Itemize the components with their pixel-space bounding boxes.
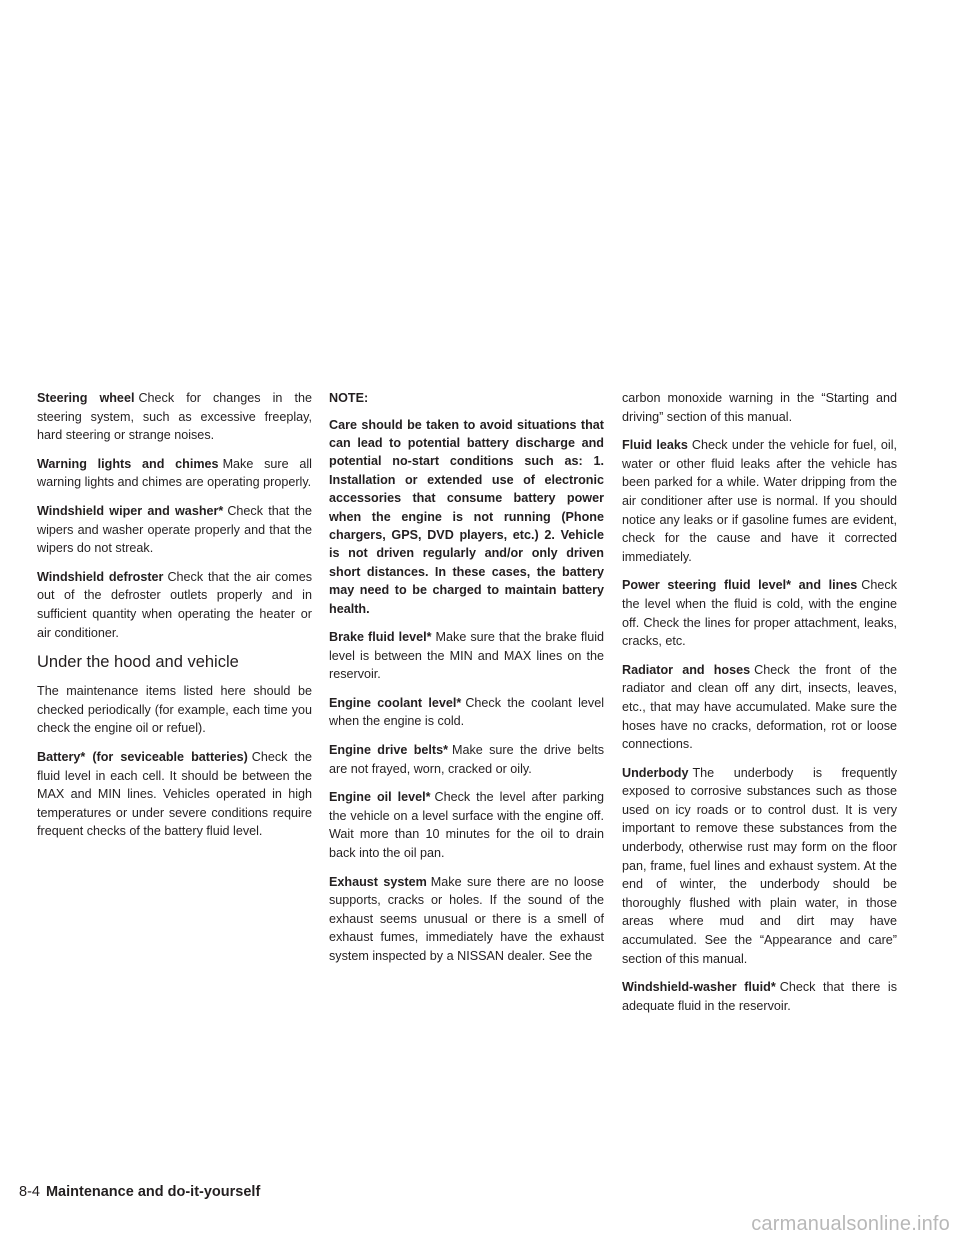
item-brake-fluid <box>329 628 604 684</box>
note-body: Care should be taken to avoid situations that can lead to potential battery discharge and potential no-start conditions such as: 1. Installation or extended use of electronic accessories that consume battery power when the engine is not running (Phone chargers, GPS, DVD players, etc.) 2. Vehicle is not driven regularly and/or only driven short distances. In these cases, the battery may need to be charged to maintain battery health. <box>329 417 604 616</box>
item-radiator-hoses <box>622 661 897 754</box>
footer-section-name: Maintenance and do-it-yourself <box>45 1184 261 1200</box>
item-underbody <box>622 764 897 969</box>
item-text: Make sure all warning lights and chimes are operating properly. <box>37 456 312 490</box>
item-drive-belts <box>329 741 604 778</box>
column-right <box>622 389 897 1025</box>
item-exhaust-system <box>329 873 604 966</box>
column-left <box>37 389 312 851</box>
item-term: Battery* (for seviceable batteries) <box>37 749 248 764</box>
item-term: Radiator and hoses <box>622 662 751 677</box>
column-middle <box>329 389 604 976</box>
item-term: Exhaust system <box>329 874 427 889</box>
section-intro: The maintenance items listed here should be checked periodically (for example, each time you check the engine oil or refuel). <box>37 684 312 736</box>
item-text: Check the level when the fluid is cold, with the engine off. Check the lines for proper attachment, leaks, cracks, etc. <box>622 578 897 649</box>
item-term: Steering wheel <box>37 391 135 405</box>
item-warning-lights <box>37 455 312 492</box>
item-text: Check that there is adequate fluid in the reservoir. <box>622 980 897 1013</box>
item-text: Check the coolant level when the engine is cold. <box>329 695 605 729</box>
item-term: Fluid leaks <box>622 438 688 453</box>
page-footer <box>19 1183 260 1201</box>
item-term: Engine oil level* <box>329 790 431 805</box>
exhaust-continuation: carbon monoxide warning in the “Starting and driving” section of this manual. <box>622 391 897 424</box>
item-text: Make sure there are no loose supports, cracks or holes. If the sound of the exhaust seems unusual or there is a smell of exhaust fumes, immediately have the exhaust system inspected by a NISSAN dealer. See the <box>329 874 604 963</box>
item-steering-wheel <box>37 389 312 445</box>
item-text: The underbody is frequently exposed to corrosive substances such as those used on icy roads or to control dust. It is very important to remove these substances from the underbody, otherwise rust may form on the floor pan, frame, fuel lines and exhaust system. At the end of winter, the underbody should be thoroughly flushed with plain water, in those areas where mud and dirt may have accumulated. See the “Appearance and care” section of this manual. <box>622 765 897 966</box>
item-text: Check the front of the radiator and clean off any dirt, insects, leaves, etc., that may have accumulated. Make sure the hoses have no cracks, deformation, rot or loose connections. <box>622 662 897 752</box>
item-power-steering <box>622 576 897 650</box>
item-term: Engine coolant level* <box>329 695 462 710</box>
item-text: Check for changes in the steering system, such as excessive freeplay, hard steering or strange noises. <box>37 391 313 443</box>
item-term: Engine drive belts* <box>329 743 449 758</box>
note-heading: NOTE: <box>329 391 369 405</box>
item-term: Windshield defroster <box>37 569 164 584</box>
item-term: Windshield-washer fluid* <box>622 980 776 995</box>
item-text: Check that the wipers and washer operate properly and that the wipers do not streak. <box>37 503 312 556</box>
item-text: Make sure that the brake fluid level is between the MIN and MAX lines on the reservoir. <box>329 630 604 682</box>
section-heading: Under the hood and vehicle <box>37 653 239 672</box>
item-text: Make sure the drive belts are not frayed, worn, cracked or oily. <box>329 743 604 776</box>
page-number: 8-4 <box>19 1184 40 1200</box>
item-term: Underbody <box>622 765 689 780</box>
item-defroster <box>37 568 312 642</box>
item-fluid-leaks <box>622 436 897 566</box>
item-engine-coolant <box>329 694 604 731</box>
item-washer-fluid <box>622 978 897 1015</box>
item-text: Check under the vehicle for fuel, oil, water or other fluid leaks after the vehicle has been parked for a while. Water dripping from the air conditioner after use is normal. If you should notice any leaks or if gasoline fumes are evident, check for the cause and have it corrected immediately. <box>622 438 897 564</box>
item-text: Check that the air comes out of the defroster outlets properly and in sufficient quantity when operating the heater or air conditioner. <box>37 569 312 640</box>
item-term: Warning lights and chimes <box>37 456 219 471</box>
item-engine-oil <box>329 788 604 862</box>
item-term: Power steering fluid level* and lines <box>622 578 858 593</box>
item-wiper-washer <box>37 502 312 558</box>
item-term: Brake fluid level* <box>329 630 432 645</box>
item-term: Windshield wiper and washer* <box>37 503 224 518</box>
watermark: carmanualsonline.info <box>751 1213 950 1235</box>
item-text: Check the fluid level in each cell. It should be between the MAX and MIN lines. Vehicles operated in high temperatures or under severe conditions require frequent checks of the battery fluid level. <box>37 749 313 839</box>
item-text: Check the level after parking the vehicle on a level surface with the engine off. Wait more than 10 minutes for the oil to drain back into the oil pan. <box>329 790 604 860</box>
item-battery <box>37 748 312 841</box>
